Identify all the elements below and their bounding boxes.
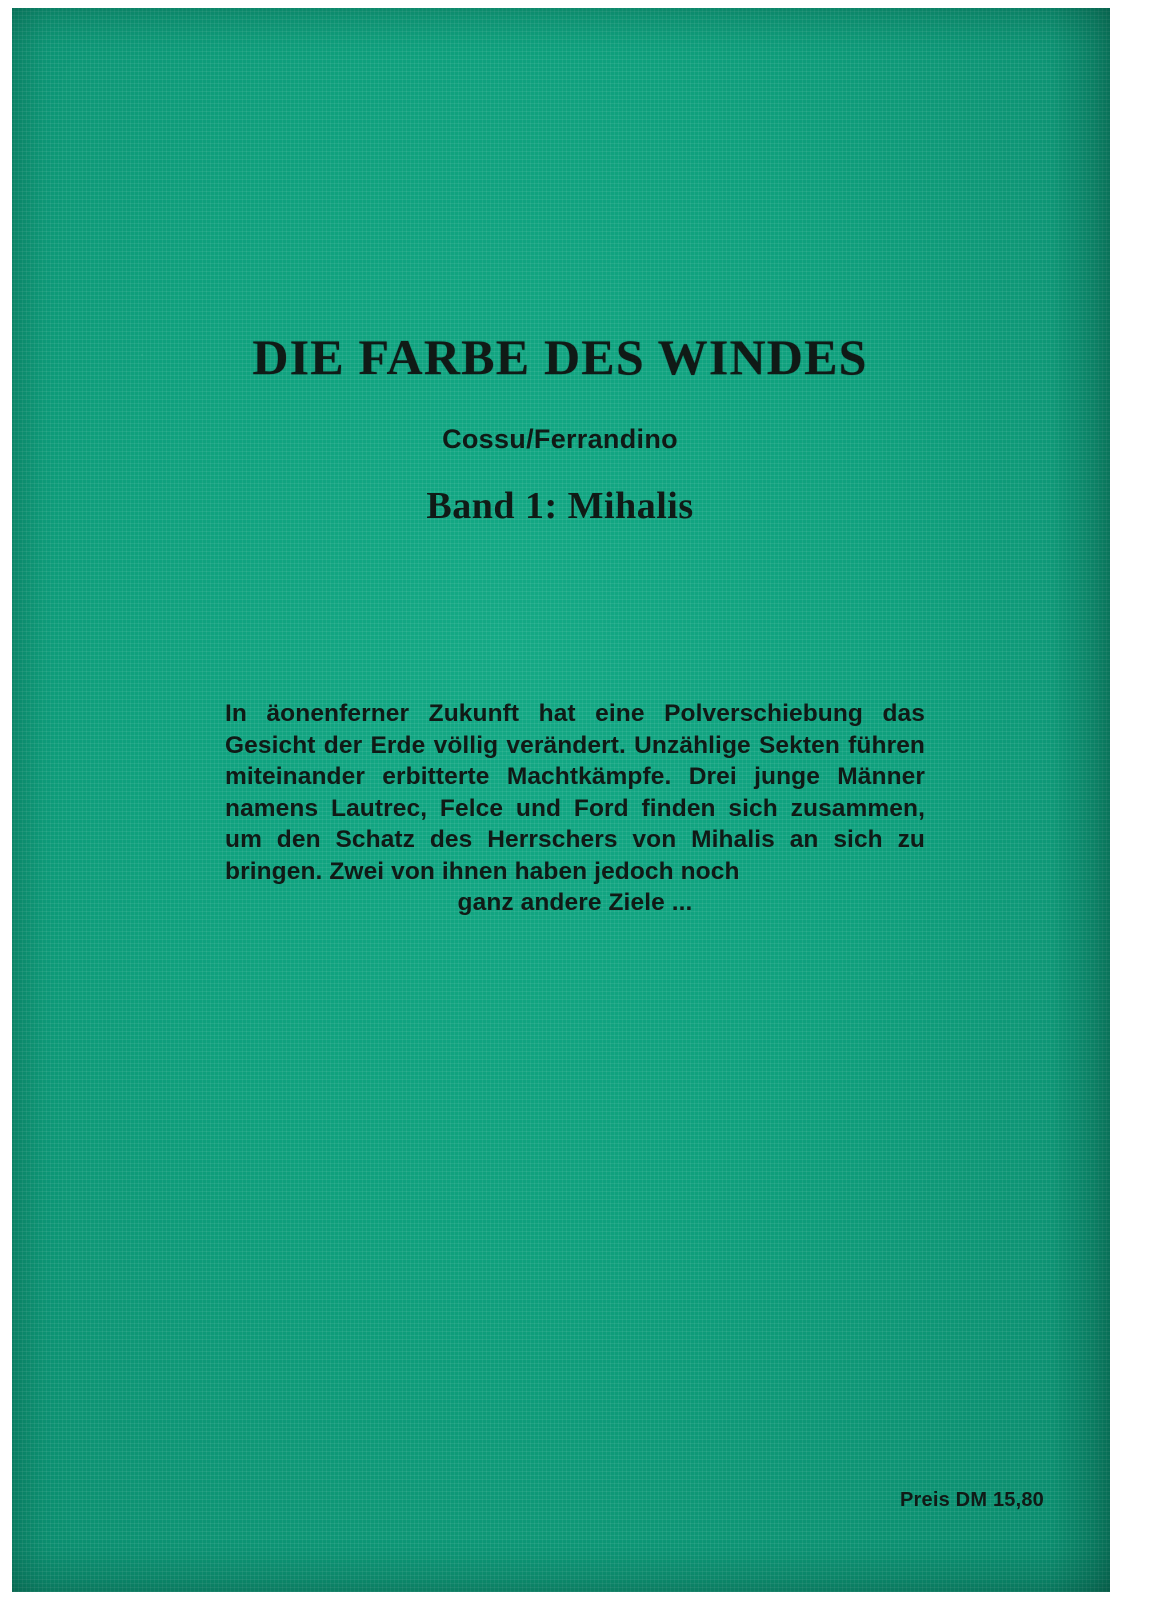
cover-shadow-right bbox=[1050, 6, 1110, 1592]
book-cover-board bbox=[10, 6, 1110, 1592]
blurb-paragraph-text: In äonenferner Zukunft hat eine Polverschiebung das Gesicht der Erde völlig verändert. Unzählige Sekten führen miteinander erbitterte Machtkämpfe. Drei junge Männer namens Lautrec, Felce und Ford finden sich zusammen, um den Schatz des Herrschers von Mihalis an sich zu bringen. Zwei von ihnen haben jedoch noch bbox=[225, 700, 925, 885]
blurb-final-line: ganz andere Ziele ... bbox=[457, 889, 693, 916]
price-label: Preis DM 15,80 bbox=[900, 1489, 1044, 1511]
cover-shadow-bottom bbox=[10, 1546, 1110, 1592]
book-title: DIE FARBE DES WINDES bbox=[252, 329, 868, 385]
scan-margin-right bbox=[1111, 0, 1163, 1600]
back-cover-blurb bbox=[225, 698, 925, 919]
scan-margin-left bbox=[0, 0, 12, 1600]
scan-margin-bottom bbox=[0, 1592, 1163, 1600]
cover-shadow-left bbox=[10, 6, 46, 1592]
cover-shadow-top bbox=[10, 6, 1110, 46]
scan-margin-top bbox=[0, 0, 1163, 8]
book-author: Cossu/Ferrandino bbox=[442, 424, 678, 454]
book-volume-subtitle: Band 1: Mihalis bbox=[426, 485, 694, 527]
